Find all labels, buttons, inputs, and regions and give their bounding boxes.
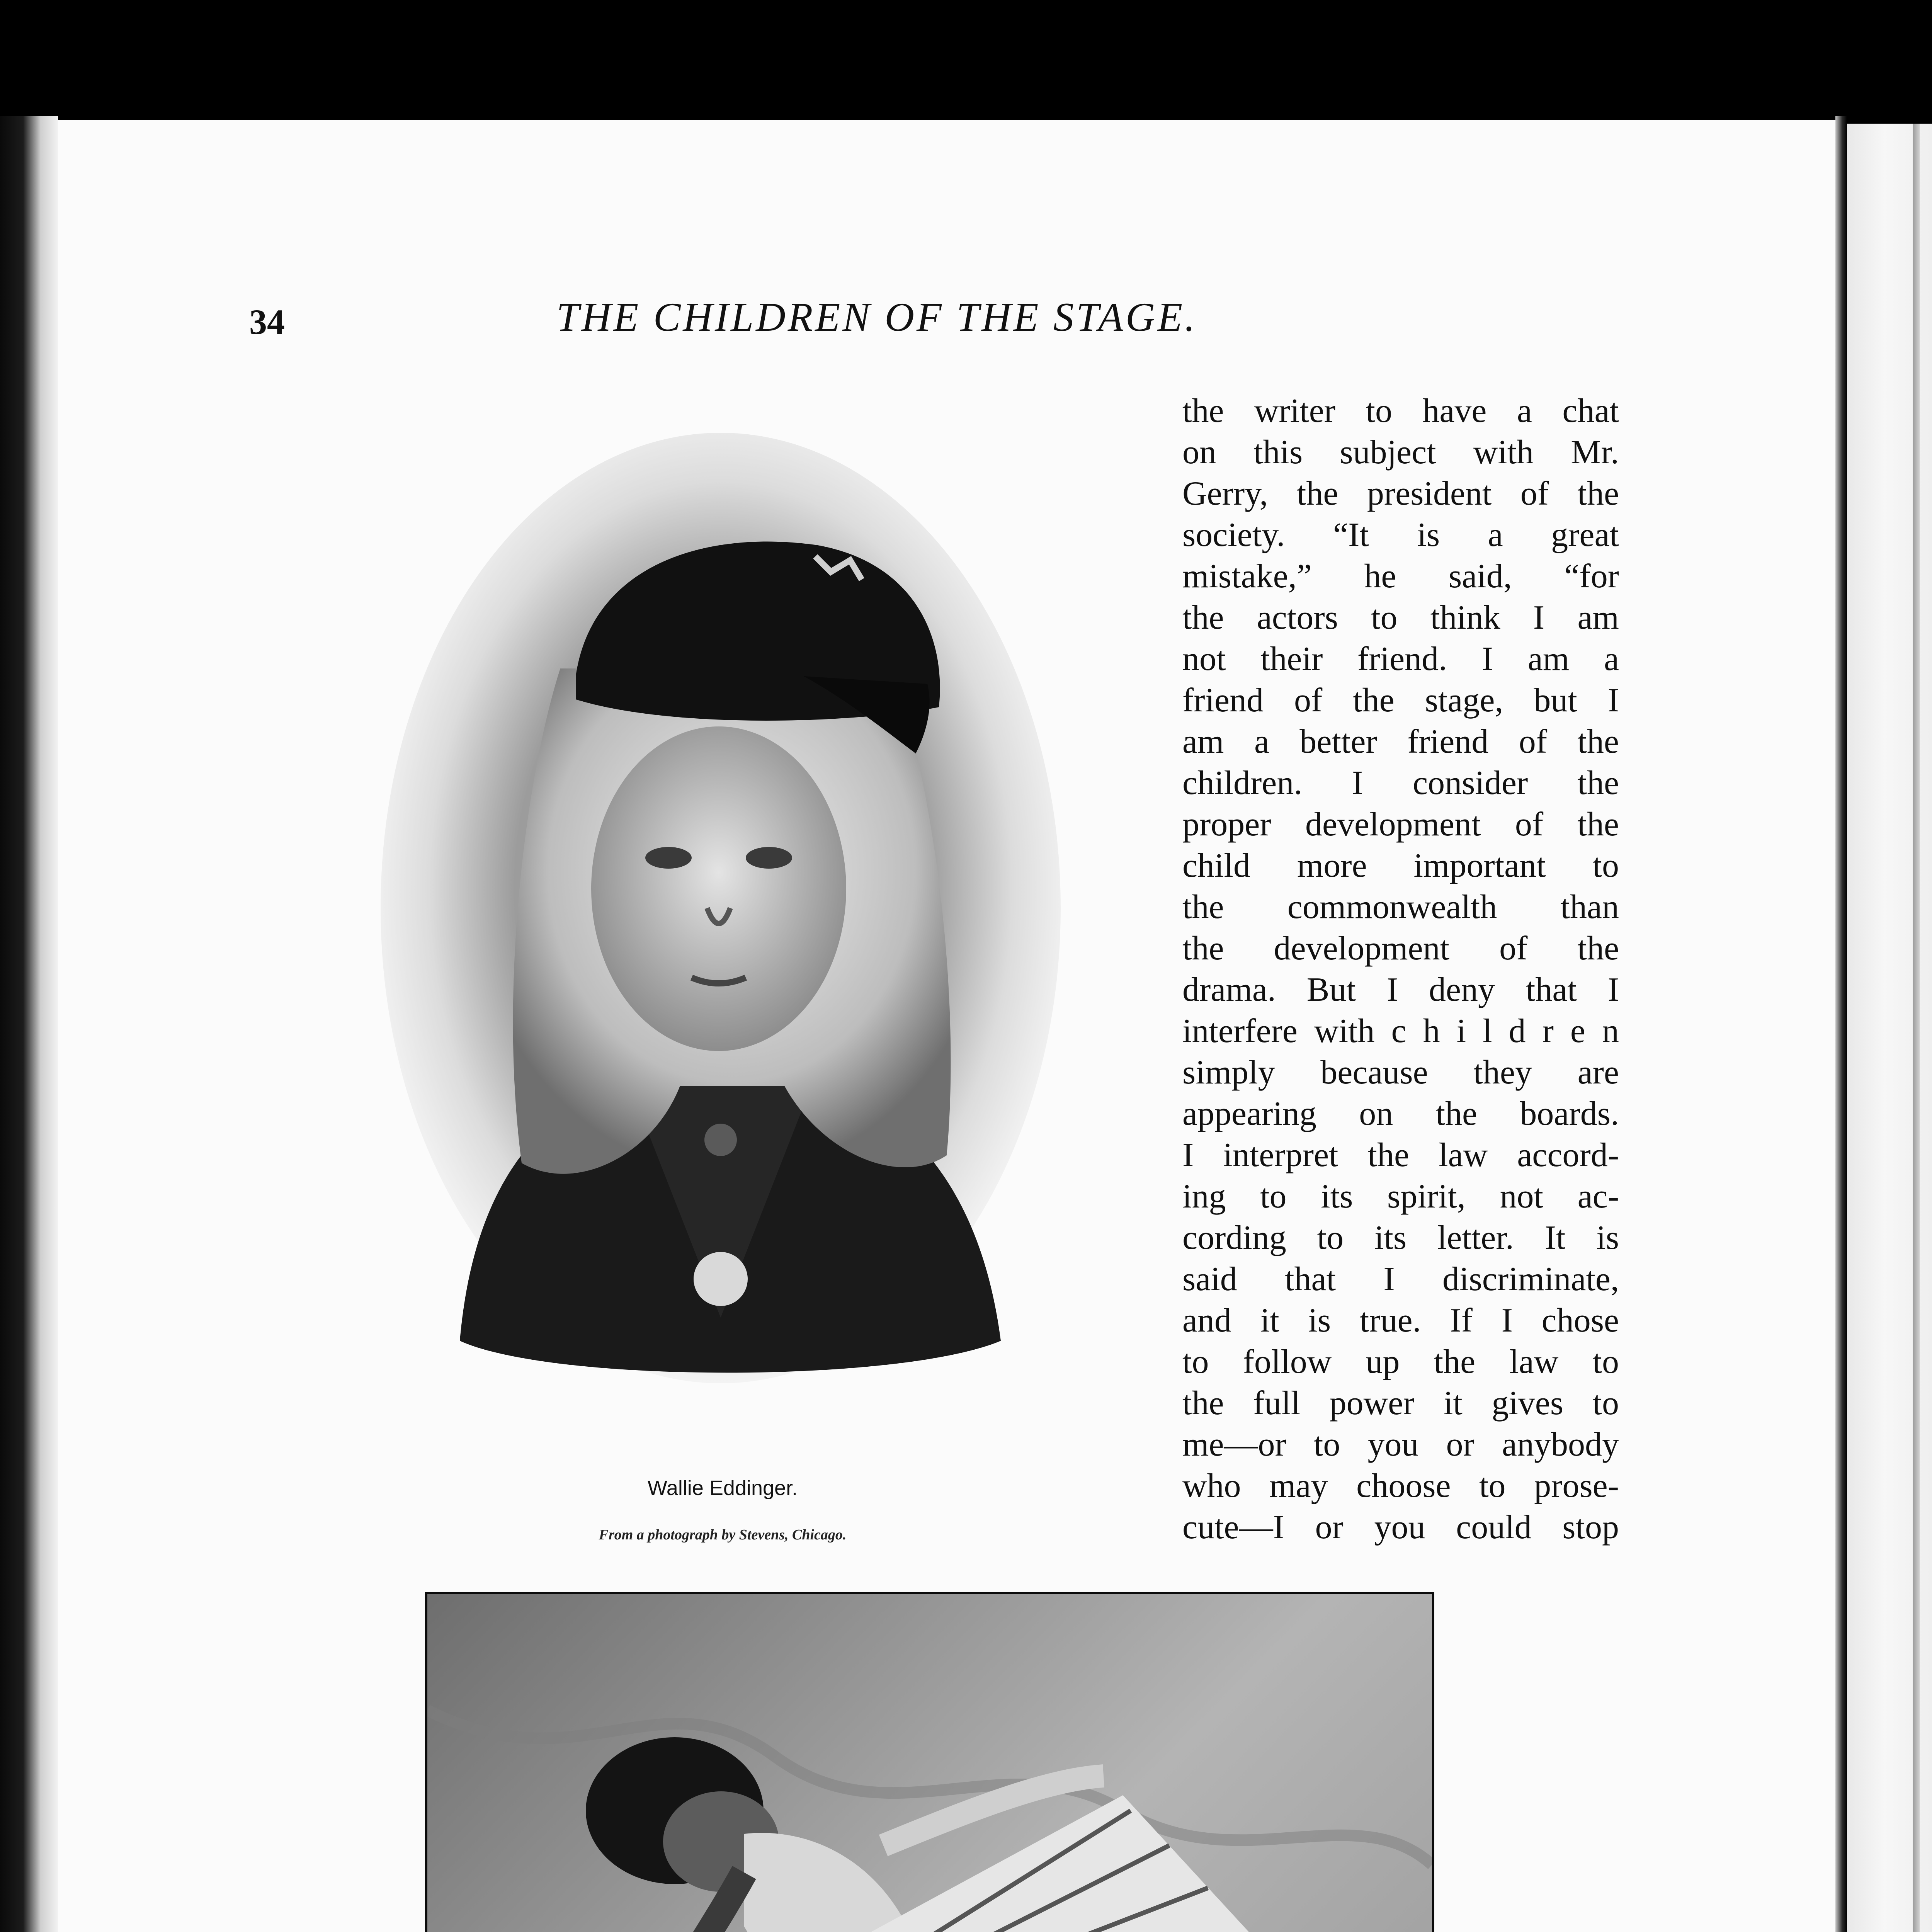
body-text-line: proper development of the	[1182, 806, 1619, 843]
body-text-line: appearing on the boards.	[1182, 1095, 1619, 1133]
scan-background	[0, 0, 1932, 116]
body-text-line: simply because they are	[1182, 1054, 1619, 1091]
running-title: THE CHILDREN OF THE STAGE.	[556, 294, 1197, 340]
body-text-line: friend of the stage, but I	[1182, 682, 1619, 719]
body-text-line: ing to its spirit, not ac-	[1182, 1178, 1619, 1215]
body-text-line: child more important to	[1182, 847, 1619, 884]
body-text-line: am a better friend of the	[1182, 723, 1619, 760]
figure-credit-wallie: From a photograph by Stevens, Chicago.	[599, 1527, 847, 1543]
body-text-line: me—or to you or anybody	[1182, 1426, 1619, 1463]
body-text-line: the full power it gives to	[1182, 1384, 1619, 1422]
body-text-line: the writer to have a chat	[1182, 392, 1619, 430]
body-text-line: society. “It is a great	[1182, 516, 1619, 554]
body-text-line: not their friend. I am a	[1182, 640, 1619, 678]
body-text-line: interfere with c h i l d r e n	[1182, 1012, 1619, 1050]
body-text-column	[1182, 390, 1619, 1548]
body-text-line: children. I consider the	[1182, 764, 1619, 802]
figure-caption-wallie: Wallie Eddinger.	[647, 1476, 798, 1500]
little-ruby-photo	[425, 1592, 1434, 1932]
body-text-line: cording to its letter. It is	[1182, 1219, 1619, 1257]
body-text-line: said that I discriminate,	[1182, 1260, 1619, 1298]
body-text-line: cute—I or you could stop	[1182, 1509, 1619, 1546]
body-text-line: the commonwealth than	[1182, 888, 1619, 926]
page-stack-edge	[0, 116, 58, 1932]
body-text-line: mistake,” he said, “for	[1182, 558, 1619, 595]
page-number: 34	[249, 302, 285, 342]
body-text-line: Gerry, the president of the	[1182, 475, 1619, 512]
body-text-line: who may choose to prose-	[1182, 1467, 1619, 1505]
body-text-line: the development of the	[1182, 930, 1619, 967]
book-gutter	[1835, 116, 1847, 1932]
body-text-line: drama. But I deny that I	[1182, 971, 1619, 1009]
facing-page-shadow	[1913, 124, 1920, 1932]
body-text-line: I interpret the law accord-	[1182, 1136, 1619, 1174]
body-text-line: and it is true. If I chose	[1182, 1302, 1619, 1339]
body-text-line: the actors to think I am	[1182, 599, 1619, 636]
wallie-eddinger-photo	[359, 429, 1082, 1406]
body-text-line: on this subject with Mr.	[1182, 434, 1619, 471]
body-text-line: to follow up the law to	[1182, 1343, 1619, 1381]
